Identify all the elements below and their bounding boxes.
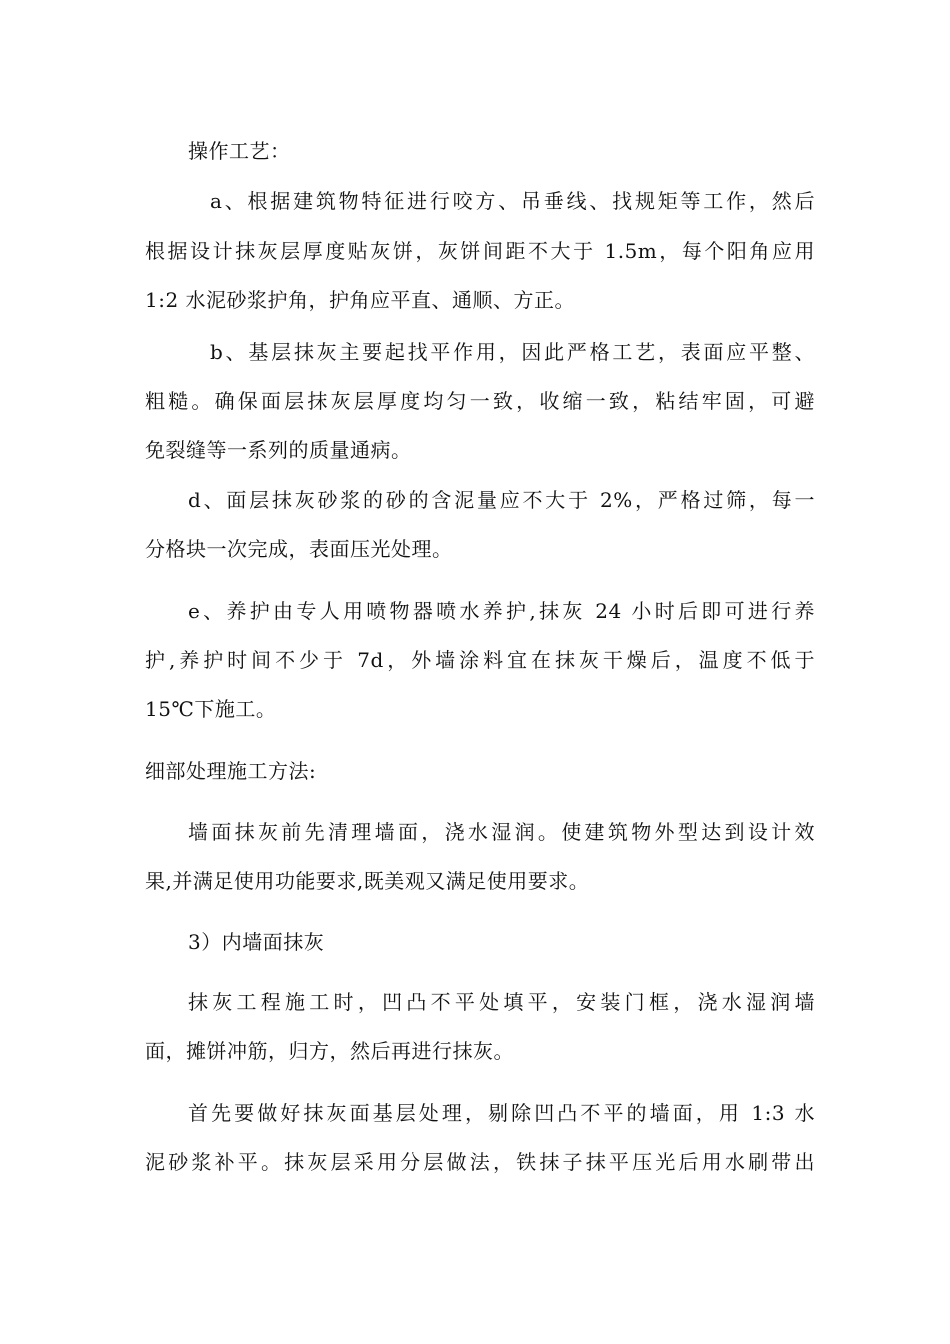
heading-interior-wall-plastering: 3）内墙面抹灰	[188, 930, 325, 954]
paragraph-d-line-2: 分格块一次完成，表面压光处理。	[145, 537, 453, 561]
paragraph-b-line-2: 粗糙。确保面层抹灰层厚度均匀一致，收缩一致，粘结牢固，可避	[145, 389, 815, 413]
paragraph-base-line-1: 首先要做好抹灰面基层处理，剔除凹凸不平的墙面，用 1:3 水	[188, 1101, 815, 1125]
paragraph-a-line-2: 根据设计抹灰层厚度贴灰饼，灰饼间距不大于 1.5m，每个阳角应用	[145, 239, 815, 263]
paragraph-e-line-1: e、养护由专人用喷物器喷水养护,抹灰 24 小时后即可进行养	[188, 599, 815, 623]
paragraph-a-line-1: a、根据建筑物特征进行咬方、吊垂线、找规矩等工作，然后	[210, 189, 815, 213]
paragraph-b-line-3: 免裂缝等一系列的质量通病。	[145, 438, 412, 462]
paragraph-e-line-2: 护,养护时间不少于 7d，外墙涂料宜在抹灰干燥后，温度不低于	[145, 648, 815, 672]
paragraph-wall-line-2: 果,并满足使用功能要求,既美观又满足使用要求。	[145, 869, 590, 893]
paragraph-wall-line-1: 墙面抹灰前先清理墙面，浇水湿润。使建筑物外型达到设计效	[188, 820, 815, 844]
paragraph-base-line-2: 泥砂浆补平。抹灰层采用分层做法，铁抹子抹平压光后用水刷带出	[145, 1150, 815, 1174]
paragraph-d-line-1: d、面层抹灰砂浆的砂的含泥量应不大于 2%，严格过筛，每一	[188, 488, 815, 512]
heading-detail-treatment: 细部处理施工方法:	[145, 759, 317, 783]
paragraph-plastering-line-1: 抹灰工程施工时，凹凸不平处填平，安装门框，浇水湿润墙	[188, 990, 815, 1014]
paragraph-e-line-3: 15℃下施工。	[145, 697, 277, 721]
heading-operation-process: 操作工艺：	[188, 139, 291, 163]
paragraph-a-line-3: 1:2 水泥砂浆护角，护角应平直、通顺、方正。	[145, 288, 576, 312]
paragraph-b-line-1: b、基层抹灰主要起找平作用，因此严格工艺，表面应平整、	[210, 340, 815, 364]
paragraph-plastering-line-2: 面，摊饼冲筋，归方，然后再进行抹灰。	[145, 1039, 514, 1063]
